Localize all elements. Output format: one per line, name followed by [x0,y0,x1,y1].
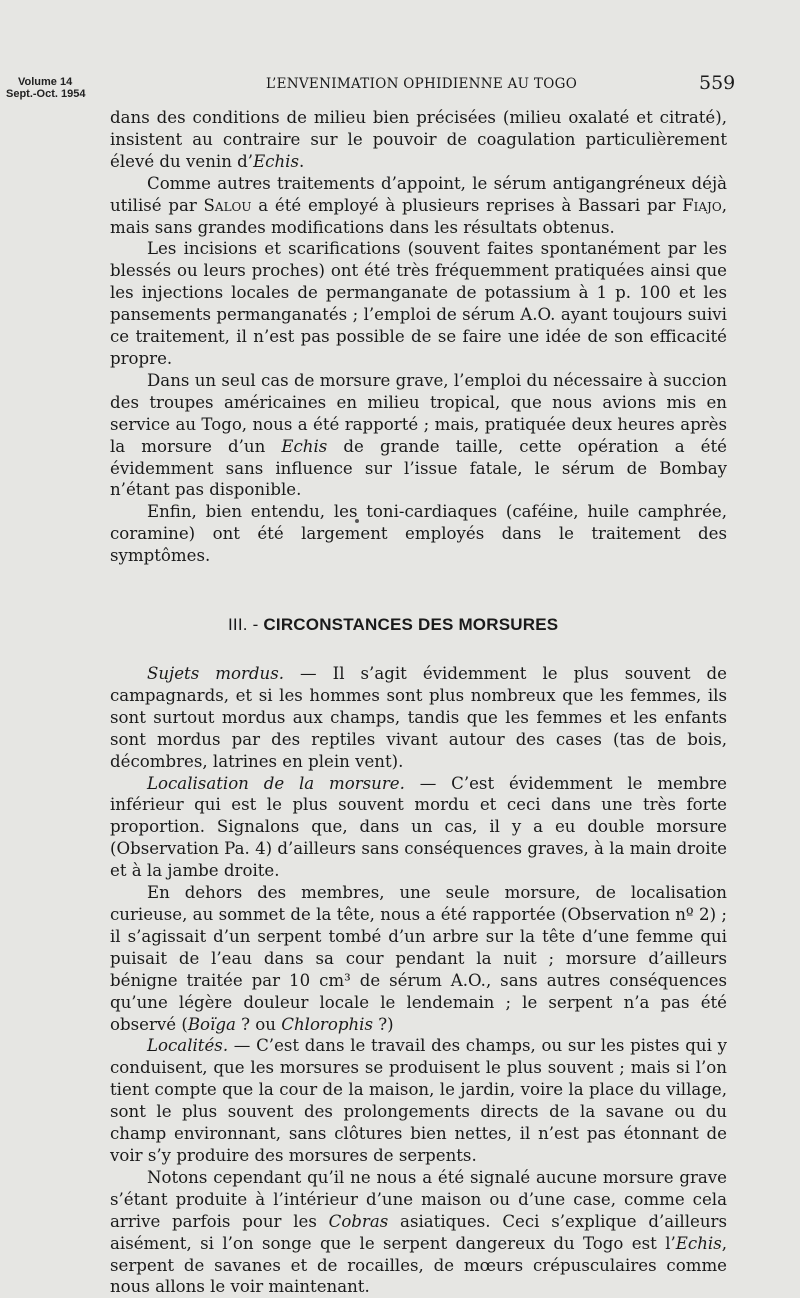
running-title: L’ENVENIMATION OPHIDIENNE AU TOGO [266,76,578,92]
article-body [110,107,727,1298]
paragraph-1: dans des conditions de milieu bien précisées (milieu oxalaté et citraté), insistent au contraire sur le pouvoir de coagulation particulièrement élevé du venin d’Echis. [110,108,727,171]
paragraph-4: Dans un seul cas de morsure grave, l’emploi du nécessaire à succion des troupes américaines en milieu tropical, que nous avions mis en service au Togo, nous a été rapporté ; mais, pratiquée deux heures après la morsure d’un Echis de grande taille, cette opération a été évidemment sans influence sur l’issue fatale, le sérum de Bombay n’étant pas disponible. [110,370,727,500]
issue-date: Sept.-Oct. 1954 [6,88,86,100]
paragraph-localisation: Localisation de la morsure. — C’est évidemment le membre inférieur qui est le plus souvent mordu et ceci dans une très forte proportion. Signalons que, dans un cas, il y a eu double morsure (Observation Pa. 4) d’ailleurs sans conséquences graves, à la main droite et à la jambe droite. [110,773,727,881]
paragraph-membres: En dehors des membres, une seule morsure, de localisation curieuse, au sommet de la tête, nous a été rapportée (Observation nº 2) ; il s’agissait d’un serpent tombé d’un arbre sur la tête d’une femme qui puisait de l’eau dans sa cour pendant la nuit ; morsure d’ailleurs bénigne traitée par 10 cm³ de sérum A.O., sans autres conséquences qu’une légère douleur locale le lendemain ; le serpent n’a pas été observé (Boïga ? ou Chlorophis ?) [110,883,727,1034]
volume-number: Volume 14 [18,76,73,88]
volume-info [6,76,85,100]
paragraph-2: Comme autres traitements d’appoint, le sérum antigangréneux déjà utilisé par Salou a été employé à plusieurs reprises à Bassari par Fiajo, mais sans grandes modifications dans les résultats obtenus. [110,173,727,237]
page-number: 559 [699,72,736,94]
section-title: CIRCONSTANCES DES MORSURES [263,615,559,635]
paragraph-5: Enfin, bien entendu, les toni-cardiaques (caféine, huile camphrée, coramine) ont été largement employés dans le traitement des symptômes. [110,502,727,566]
section-number: III. - [228,615,259,635]
section-heading [110,614,727,636]
paragraph-localites: Localités. — C’est dans le travail des champs, ou sur les pistes qui y conduisent, que les morsures se produisent le plus souvent ; mais si l’on tient compte que la cour de la maison, le jardin, voire la place du village, sont le plus souvent des prolongements directs de la savane ou du champ environnant, sans clôtures bien nettes, il n’est pas étonnant de voir s’y produire des morsures de serpents. [110,1036,727,1165]
paragraph-notons: Notons cependant qu’il ne nous a été signalé aucune morsure grave s’étant produite à l’intérieur d’une maison ou d’une case, comme cela arrive parfois pour les Cobras asiatiques. Ceci s’explique d’ailleurs aisément, si l’on songe que le serpent dangereux du Togo est l’Echis, serpent de savanes et de rocailles, de mœurs crépusculaires comme nous allons le voir maintenant. [110,1167,727,1297]
paragraph-sujets-mordus: Sujets mordus. — Il s’agit évidemment le plus souvent de campagnards, et si les hommes sont plus nombreux que les femmes, ils sont surtout mordus aux champs, tandis que les femmes et les enfants sont mordus par des reptiles vivant autour des cases (tas de bois, décombres, latrines en plein vent). [110,664,727,771]
paragraph-3: Les incisions et scarifications (souvent faites spontanément par les blessés ou leurs proches) ont été très fréquemment pratiquées ainsi que les injections locales de permanganate de potassium à 1 p. 100 et les pansements permanganatés ; l’emploi de sérum A.O. ayant toujours suivi ce traitement, il n’est pas possible de se faire une idée de son efficacité propre. [110,239,727,368]
